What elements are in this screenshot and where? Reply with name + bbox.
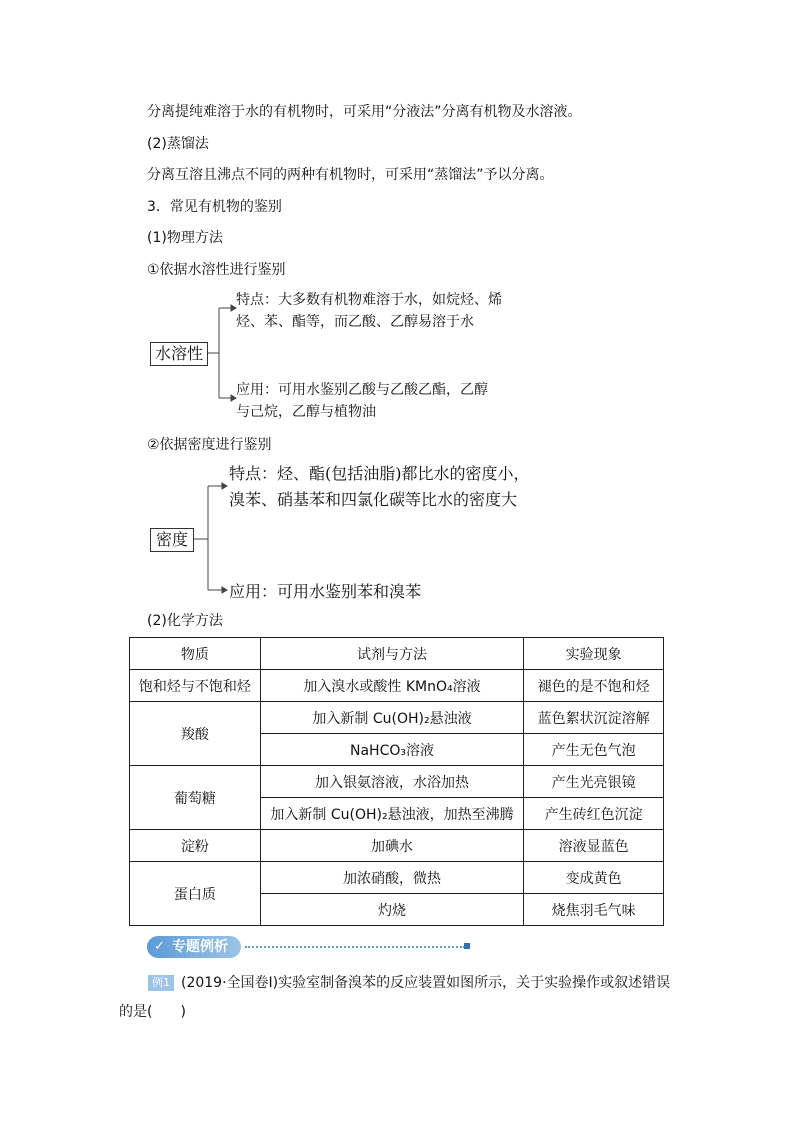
section-banner [147, 936, 241, 958]
table-header-row [130, 638, 664, 670]
heading-solubility: ①依据水溶性进行鉴别 [147, 262, 286, 278]
table-cell: 加入银氨溶液，水浴加热 [260, 766, 524, 798]
density-feature-line2: 溴苯、硝基苯和四氯化碳等比水的密度大 [229, 490, 518, 509]
table-header-cell: 实验现象 [524, 638, 664, 670]
table-cell: 褪色的是不饱和烃 [524, 670, 664, 702]
table-header-cell: 试剂与方法 [260, 638, 524, 670]
table-header-cell: 物质 [130, 638, 261, 670]
table-cell-substance: 羧酸 [130, 702, 261, 766]
solubility-application-line1: 应用：可用水鉴别乙酸与乙酸乙酯，乙醇 [236, 382, 488, 398]
table-cell: 烧焦羽毛气味 [524, 894, 664, 926]
table-cell: 产生砖红色沉淀 [524, 798, 664, 830]
table-cell: 产生无色气泡 [524, 734, 664, 766]
table-cell: NaHCO₃溶液 [260, 734, 524, 766]
heading-identification: 3．常见有机物的鉴别 [147, 199, 282, 215]
table-cell: 溶液显蓝色 [524, 830, 664, 862]
table-cell: 加入新制 Cu(OH)₂悬浊液 [260, 702, 524, 734]
paragraph-separatory: 分离提纯难溶于水的有机物时，可采用“分液法”分离有机物及水溶液。 [147, 104, 582, 120]
density-box: 密度 [150, 528, 194, 552]
solubility-feature-line1: 特点：大多数有机物难溶于水，如烷烃、烯 [236, 292, 502, 308]
table-cell-substance: 蛋白质 [130, 862, 261, 926]
example-question-line2: 的是( ) [119, 1004, 186, 1020]
table-cell-substance: 葡萄糖 [130, 766, 261, 830]
table-row [130, 862, 664, 894]
heading-chemical-method: (2)化学方法 [147, 613, 223, 629]
section-banner-label: 专题例析 [172, 939, 228, 955]
table-row [130, 766, 664, 798]
example-question-line1: (2019·全国卷Ⅰ)实验室制备溴苯的反应装置如图所示，关于实验操作或叙述错误 [181, 975, 671, 991]
banner-divider [245, 946, 465, 948]
heading-density: ②依据密度进行鉴别 [147, 437, 272, 453]
divider-end-square [464, 943, 470, 949]
solubility-application-line2: 与己烷，乙醇与植物油 [236, 404, 376, 420]
solubility-box: 水溶性 [150, 342, 208, 366]
paragraph-distillation: 分离互溶且沸点不同的两种有机物时，可采用“蒸馏法”予以分离。 [147, 167, 554, 183]
table-cell: 加碘水 [260, 830, 524, 862]
table-cell: 蓝色絮状沉淀溶解 [524, 702, 664, 734]
example-tag: 例1 [148, 975, 174, 991]
check-pencil-icon: ✓ [154, 939, 165, 954]
table-cell: 加入新制 Cu(OH)₂悬浊液，加热至沸腾 [260, 798, 524, 830]
heading-physical-method: (1)物理方法 [147, 230, 223, 246]
table-cell: 加入溴水或酸性 KMnO₄溶液 [260, 670, 524, 702]
table-row [130, 702, 664, 734]
table-row [130, 830, 664, 862]
density-application-line1: 应用：可用水鉴别苯和溴苯 [229, 582, 422, 601]
table-cell: 产生光亮银镜 [524, 766, 664, 798]
table-cell: 加浓硝酸，微热 [260, 862, 524, 894]
identification-table [129, 637, 664, 926]
table-cell: 淀粉 [130, 830, 261, 862]
table-cell: 灼烧 [260, 894, 524, 926]
solubility-feature-line2: 烃、苯、酯等，而乙酸、乙醇易溶于水 [236, 314, 474, 330]
table-cell: 变成黄色 [524, 862, 664, 894]
table-cell: 饱和烃与不饱和烃 [130, 670, 261, 702]
density-feature-line1: 特点：烃、酯(包括油脂)都比水的密度小， [229, 464, 530, 483]
heading-distillation: (2)蒸馏法 [147, 136, 209, 152]
table-row [130, 670, 664, 702]
